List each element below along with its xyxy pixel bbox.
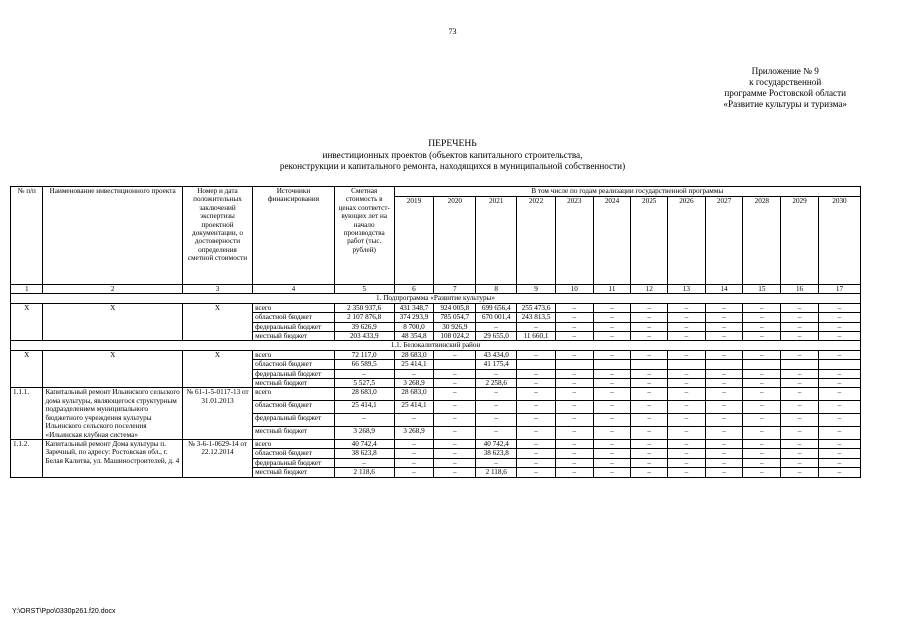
year-value: – bbox=[555, 449, 593, 458]
year-value: – bbox=[631, 468, 668, 477]
section-heading: 1. Подпрограмма «Развитие культуры» bbox=[11, 294, 861, 303]
year-value: – bbox=[781, 350, 819, 359]
project-number: Х bbox=[11, 350, 43, 388]
year-value: – bbox=[668, 388, 706, 401]
funding-source: областной бюджет bbox=[253, 313, 335, 322]
year-value: 48 354,8 bbox=[394, 332, 434, 341]
estimated-cost: – bbox=[334, 414, 394, 427]
title-line: инвестиционных проектов (объектов капитального строительства, bbox=[322, 149, 583, 160]
funding-source: местный бюджет bbox=[253, 427, 335, 440]
column-number: 10 bbox=[555, 285, 593, 294]
header-year: 2020 bbox=[434, 197, 476, 285]
column-number: 4 bbox=[253, 285, 335, 294]
year-value: – bbox=[631, 458, 668, 467]
header-year: 2022 bbox=[517, 197, 556, 285]
year-value: – bbox=[555, 313, 593, 322]
header-estimated-cost: Сметная стоимость в ценах соответст-вующих лет на начало производства работ (тыс. рублей) bbox=[334, 187, 394, 285]
appendix-note bbox=[723, 66, 847, 110]
year-value: – bbox=[593, 379, 631, 388]
funding-source: федеральный бюджет bbox=[253, 414, 335, 427]
year-value: – bbox=[668, 369, 706, 378]
funding-source: федеральный бюджет bbox=[253, 322, 335, 331]
project-name: Капитальный ремонт Ильинского сельского дома культуры, являющегося структурным подразделением муниципального бюджетного учреждения культуры Ильинского сельского поселения «Ильинская клубная система» bbox=[43, 388, 182, 439]
year-value: – bbox=[818, 468, 860, 477]
year-value: – bbox=[517, 350, 556, 359]
year-value: – bbox=[434, 369, 476, 378]
year-value: – bbox=[818, 313, 860, 322]
column-number: 6 bbox=[394, 285, 434, 294]
year-value: – bbox=[781, 414, 819, 427]
year-value: – bbox=[476, 414, 517, 427]
year-value: – bbox=[631, 401, 668, 414]
year-value: – bbox=[818, 322, 860, 331]
section-row bbox=[11, 341, 861, 350]
expertise-conclusion: Х bbox=[182, 303, 252, 341]
year-value: – bbox=[555, 458, 593, 467]
year-value: – bbox=[394, 439, 434, 448]
year-value: – bbox=[555, 427, 593, 440]
header-years-group: В том числе по годам реализации государственной программы bbox=[394, 187, 860, 197]
estimated-cost: 39 626,9 bbox=[334, 322, 394, 331]
year-value bbox=[818, 360, 860, 369]
year-value: – bbox=[631, 427, 668, 440]
year-value: 28 683,0 bbox=[394, 388, 434, 401]
year-value: 25 414,1 bbox=[394, 401, 434, 414]
year-value: – bbox=[781, 449, 819, 458]
table-row bbox=[11, 350, 861, 359]
year-value: – bbox=[476, 322, 517, 331]
year-value: – bbox=[818, 350, 860, 359]
appendix-line: программе Ростовской области bbox=[724, 88, 847, 98]
year-value: – bbox=[781, 303, 819, 312]
year-value: – bbox=[593, 449, 631, 458]
year-value: – bbox=[705, 468, 743, 477]
column-number: 2 bbox=[43, 285, 182, 294]
funding-source: федеральный бюджет bbox=[253, 369, 335, 378]
estimated-cost: 3 268,9 bbox=[334, 427, 394, 440]
funding-source: федеральный бюджет bbox=[253, 458, 335, 467]
funding-source: всего bbox=[253, 439, 335, 448]
year-value: – bbox=[555, 369, 593, 378]
year-value: – bbox=[434, 350, 476, 359]
year-value: – bbox=[434, 401, 476, 414]
year-value: 2 118,6 bbox=[476, 468, 517, 477]
estimated-cost: 2 350 937,6 bbox=[334, 303, 394, 312]
header-year: 2026 bbox=[668, 197, 706, 285]
year-value: – bbox=[434, 458, 476, 467]
year-value: – bbox=[668, 468, 706, 477]
year-value: – bbox=[818, 401, 860, 414]
year-value: – bbox=[517, 322, 556, 331]
estimated-cost: 72 117,0 bbox=[334, 350, 394, 359]
year-value: – bbox=[434, 449, 476, 458]
year-value: – bbox=[743, 313, 781, 322]
year-value: – bbox=[668, 414, 706, 427]
year-value: – bbox=[631, 414, 668, 427]
column-number: 13 bbox=[668, 285, 706, 294]
year-value: – bbox=[743, 449, 781, 458]
year-value: – bbox=[555, 322, 593, 331]
column-number: 17 bbox=[818, 285, 860, 294]
year-value: – bbox=[593, 322, 631, 331]
header-year: 2027 bbox=[705, 197, 743, 285]
year-value: – bbox=[743, 303, 781, 312]
header-year: 2025 bbox=[631, 197, 668, 285]
year-value: – bbox=[781, 439, 819, 448]
year-value: – bbox=[631, 313, 668, 322]
year-value: – bbox=[743, 388, 781, 401]
year-value: – bbox=[781, 458, 819, 467]
funding-source: областной бюджет bbox=[253, 401, 335, 414]
year-value: – bbox=[555, 379, 593, 388]
year-value: 28 683,0 bbox=[394, 350, 434, 359]
header-year: 2029 bbox=[781, 197, 819, 285]
project-name: Х bbox=[43, 303, 182, 341]
year-value: – bbox=[434, 414, 476, 427]
header-project-name: Наименование инвестиционного проекта bbox=[43, 187, 182, 285]
year-value: – bbox=[517, 379, 556, 388]
year-value: – bbox=[743, 439, 781, 448]
year-value bbox=[434, 360, 476, 369]
year-value: – bbox=[517, 427, 556, 440]
year-value: – bbox=[705, 458, 743, 467]
year-value: – bbox=[743, 332, 781, 341]
estimated-cost: 2 118,6 bbox=[334, 468, 394, 477]
table-row bbox=[11, 439, 861, 448]
year-value: – bbox=[668, 379, 706, 388]
year-value: – bbox=[781, 369, 819, 378]
year-value: 108 024,2 bbox=[434, 332, 476, 341]
investment-projects-table bbox=[10, 186, 861, 478]
year-value: – bbox=[705, 369, 743, 378]
year-value: – bbox=[555, 401, 593, 414]
year-value: – bbox=[705, 449, 743, 458]
title-heading: ПЕРЕЧЕНЬ bbox=[428, 138, 477, 149]
year-value: – bbox=[818, 388, 860, 401]
header-year: 2024 bbox=[593, 197, 631, 285]
year-value: 40 742,4 bbox=[476, 439, 517, 448]
year-value: – bbox=[818, 379, 860, 388]
year-value: – bbox=[434, 439, 476, 448]
column-number: 16 bbox=[781, 285, 819, 294]
year-value: – bbox=[394, 449, 434, 458]
year-value: – bbox=[593, 332, 631, 341]
year-value: – bbox=[593, 401, 631, 414]
funding-source: всего bbox=[253, 388, 335, 401]
expertise-conclusion: Х bbox=[182, 350, 252, 388]
expertise-conclusion: № 3-6-1-0629-14 от 22.12.2014 bbox=[182, 439, 252, 477]
year-value: – bbox=[631, 388, 668, 401]
year-value bbox=[517, 360, 556, 369]
funding-source: всего bbox=[253, 350, 335, 359]
year-value: – bbox=[631, 439, 668, 448]
year-value: – bbox=[668, 449, 706, 458]
appendix-line: Приложение № 9 bbox=[751, 66, 819, 76]
year-value: – bbox=[705, 332, 743, 341]
year-value: – bbox=[668, 303, 706, 312]
year-value: – bbox=[781, 322, 819, 331]
year-value: – bbox=[668, 458, 706, 467]
funding-source: местный бюджет bbox=[253, 379, 335, 388]
year-value: – bbox=[476, 388, 517, 401]
year-value: – bbox=[394, 369, 434, 378]
funding-source: всего bbox=[253, 303, 335, 312]
year-value: 699 656,4 bbox=[476, 303, 517, 312]
year-value: 374 293,9 bbox=[394, 313, 434, 322]
year-value: – bbox=[743, 468, 781, 477]
funding-source: местный бюджет bbox=[253, 332, 335, 341]
year-value: – bbox=[434, 427, 476, 440]
year-value: – bbox=[593, 313, 631, 322]
year-value: – bbox=[476, 401, 517, 414]
header-year: 2023 bbox=[555, 197, 593, 285]
year-value: – bbox=[668, 322, 706, 331]
expertise-conclusion: № 61-1-5-0117-13 от 31.01.2013 bbox=[182, 388, 252, 439]
year-value: – bbox=[705, 303, 743, 312]
year-value: – bbox=[517, 401, 556, 414]
project-number: 1.1.2. bbox=[11, 439, 43, 477]
year-value: – bbox=[593, 414, 631, 427]
column-number: 7 bbox=[434, 285, 476, 294]
year-value: – bbox=[631, 449, 668, 458]
year-value: – bbox=[668, 350, 706, 359]
estimated-cost: 203 433,9 bbox=[334, 332, 394, 341]
year-value: 255 473,6 bbox=[517, 303, 556, 312]
year-value bbox=[593, 360, 631, 369]
estimated-cost: 2 107 876,8 bbox=[334, 313, 394, 322]
year-value: 3 268,9 bbox=[394, 379, 434, 388]
year-value: – bbox=[517, 468, 556, 477]
year-value: 785 054,7 bbox=[434, 313, 476, 322]
column-number: 5 bbox=[334, 285, 394, 294]
year-value: – bbox=[517, 388, 556, 401]
header-funding-source: Источники финансирования bbox=[253, 187, 335, 285]
year-value: – bbox=[631, 303, 668, 312]
year-value: – bbox=[818, 449, 860, 458]
year-value: – bbox=[818, 427, 860, 440]
year-value: – bbox=[593, 350, 631, 359]
year-value: – bbox=[476, 369, 517, 378]
year-value: 670 001,4 bbox=[476, 313, 517, 322]
section-heading: 1.1. Белокалитвинский район bbox=[11, 341, 861, 350]
project-number: Х bbox=[11, 303, 43, 341]
year-value: – bbox=[593, 458, 631, 467]
year-value: 431 348,7 bbox=[394, 303, 434, 312]
year-value: – bbox=[705, 414, 743, 427]
project-name: Х bbox=[43, 350, 182, 388]
estimated-cost: 66 589,5 bbox=[334, 360, 394, 369]
estimated-cost: 38 623,8 bbox=[334, 449, 394, 458]
year-value: – bbox=[818, 458, 860, 467]
header-expertise: Номер и дата положительных заключений экспертизы проектной документации, о достоверности определения сметной стоимости bbox=[182, 187, 252, 285]
estimated-cost: 25 414,1 bbox=[334, 401, 394, 414]
title-line: реконструкции и капитального ремонта, находящихся в муниципальной собственности) bbox=[279, 161, 626, 172]
year-value: – bbox=[743, 414, 781, 427]
year-value: – bbox=[668, 439, 706, 448]
year-value: – bbox=[631, 379, 668, 388]
year-value: – bbox=[781, 401, 819, 414]
year-value: 3 268,9 bbox=[394, 427, 434, 440]
year-value: – bbox=[631, 369, 668, 378]
appendix-line: к государственной bbox=[749, 77, 822, 87]
year-value: – bbox=[743, 369, 781, 378]
year-value: – bbox=[476, 458, 517, 467]
year-value: – bbox=[476, 427, 517, 440]
header-year: 2030 bbox=[818, 197, 860, 285]
year-value: – bbox=[668, 401, 706, 414]
column-number: 11 bbox=[593, 285, 631, 294]
project-name: Капитальный ремонт Дома культуры п. Заречный, по адресу: Ростовская обл., г. Белая Калитва, ул. Машиностроителей, д. 4 bbox=[43, 439, 182, 477]
year-value: – bbox=[593, 427, 631, 440]
year-value: – bbox=[394, 468, 434, 477]
year-value: 41 175,4 bbox=[476, 360, 517, 369]
year-value: – bbox=[517, 439, 556, 448]
year-value: – bbox=[743, 401, 781, 414]
section-row bbox=[11, 294, 861, 303]
year-value bbox=[781, 360, 819, 369]
document-title bbox=[190, 138, 715, 173]
year-value: – bbox=[434, 379, 476, 388]
year-value: – bbox=[631, 322, 668, 331]
year-value: – bbox=[555, 388, 593, 401]
column-number: 12 bbox=[631, 285, 668, 294]
year-value: – bbox=[781, 379, 819, 388]
year-value: – bbox=[555, 468, 593, 477]
year-value: 25 414,1 bbox=[394, 360, 434, 369]
year-value: – bbox=[781, 313, 819, 322]
column-number: 14 bbox=[705, 285, 743, 294]
year-value: – bbox=[517, 369, 556, 378]
year-value: – bbox=[781, 332, 819, 341]
year-value: – bbox=[517, 458, 556, 467]
year-value: – bbox=[781, 468, 819, 477]
column-number: 15 bbox=[743, 285, 781, 294]
estimated-cost: 5 527,5 bbox=[334, 379, 394, 388]
header-num: № п/п bbox=[11, 187, 43, 285]
year-value: – bbox=[555, 350, 593, 359]
column-number: 9 bbox=[517, 285, 556, 294]
year-value: 43 434,0 bbox=[476, 350, 517, 359]
year-value: – bbox=[781, 388, 819, 401]
year-value: – bbox=[705, 401, 743, 414]
year-value: 924 005,8 bbox=[434, 303, 476, 312]
year-value bbox=[705, 360, 743, 369]
year-value: – bbox=[743, 322, 781, 331]
appendix-line: «Развитие культуры и туризма» bbox=[723, 99, 847, 109]
column-number: 1 bbox=[11, 285, 43, 294]
year-value: – bbox=[668, 332, 706, 341]
year-value: – bbox=[517, 414, 556, 427]
year-value: – bbox=[631, 350, 668, 359]
year-value: – bbox=[555, 303, 593, 312]
year-value: 11 660,1 bbox=[517, 332, 556, 341]
year-value: – bbox=[593, 388, 631, 401]
page-number: 73 bbox=[448, 27, 457, 36]
year-value: 8 700,0 bbox=[394, 322, 434, 331]
year-value: – bbox=[555, 332, 593, 341]
year-value bbox=[743, 360, 781, 369]
header-year: 2021 bbox=[476, 197, 517, 285]
year-value: – bbox=[743, 458, 781, 467]
project-number: 1.1.1. bbox=[11, 388, 43, 439]
year-value bbox=[668, 360, 706, 369]
year-value: – bbox=[781, 427, 819, 440]
year-value: – bbox=[555, 439, 593, 448]
year-value: – bbox=[818, 332, 860, 341]
estimated-cost: 28 683,0 bbox=[334, 388, 394, 401]
year-value: – bbox=[818, 439, 860, 448]
year-value: – bbox=[705, 313, 743, 322]
file-path-footer: Y:\ORST\Ppo\0330p261.f20.docx bbox=[12, 608, 116, 615]
year-value: – bbox=[705, 379, 743, 388]
funding-source: местный бюджет bbox=[253, 468, 335, 477]
year-value: – bbox=[818, 369, 860, 378]
header-year: 2028 bbox=[743, 197, 781, 285]
table-row bbox=[11, 303, 861, 312]
year-value: – bbox=[668, 313, 706, 322]
year-value: – bbox=[593, 439, 631, 448]
year-value: 29 655,0 bbox=[476, 332, 517, 341]
funding-source: областной бюджет bbox=[253, 360, 335, 369]
year-value: – bbox=[705, 388, 743, 401]
column-number: 8 bbox=[476, 285, 517, 294]
year-value: – bbox=[743, 427, 781, 440]
year-value: – bbox=[818, 303, 860, 312]
year-value: – bbox=[593, 303, 631, 312]
year-value bbox=[555, 360, 593, 369]
estimated-cost: – bbox=[334, 369, 394, 378]
year-value: 38 623,8 bbox=[476, 449, 517, 458]
header-year: 2019 bbox=[394, 197, 434, 285]
year-value: – bbox=[555, 414, 593, 427]
year-value: – bbox=[434, 388, 476, 401]
year-value: – bbox=[593, 369, 631, 378]
year-value: – bbox=[705, 350, 743, 359]
year-value: – bbox=[705, 427, 743, 440]
year-value: 243 813,5 bbox=[517, 313, 556, 322]
year-value: – bbox=[668, 427, 706, 440]
year-value: – bbox=[631, 332, 668, 341]
year-value: 2 258,6 bbox=[476, 379, 517, 388]
year-value: – bbox=[743, 379, 781, 388]
year-value: – bbox=[705, 322, 743, 331]
year-value: – bbox=[593, 468, 631, 477]
column-number: 3 bbox=[182, 285, 252, 294]
year-value: – bbox=[434, 468, 476, 477]
year-value: – bbox=[705, 439, 743, 448]
estimated-cost: – bbox=[334, 458, 394, 467]
year-value: 30 926,9 bbox=[434, 322, 476, 331]
estimated-cost: 40 742,4 bbox=[334, 439, 394, 448]
year-value bbox=[631, 360, 668, 369]
year-value: – bbox=[743, 350, 781, 359]
funding-source: областной бюджет bbox=[253, 449, 335, 458]
year-value: – bbox=[818, 414, 860, 427]
year-value: – bbox=[394, 458, 434, 467]
year-value: – bbox=[394, 414, 434, 427]
table-row bbox=[11, 388, 861, 401]
year-value: – bbox=[517, 449, 556, 458]
